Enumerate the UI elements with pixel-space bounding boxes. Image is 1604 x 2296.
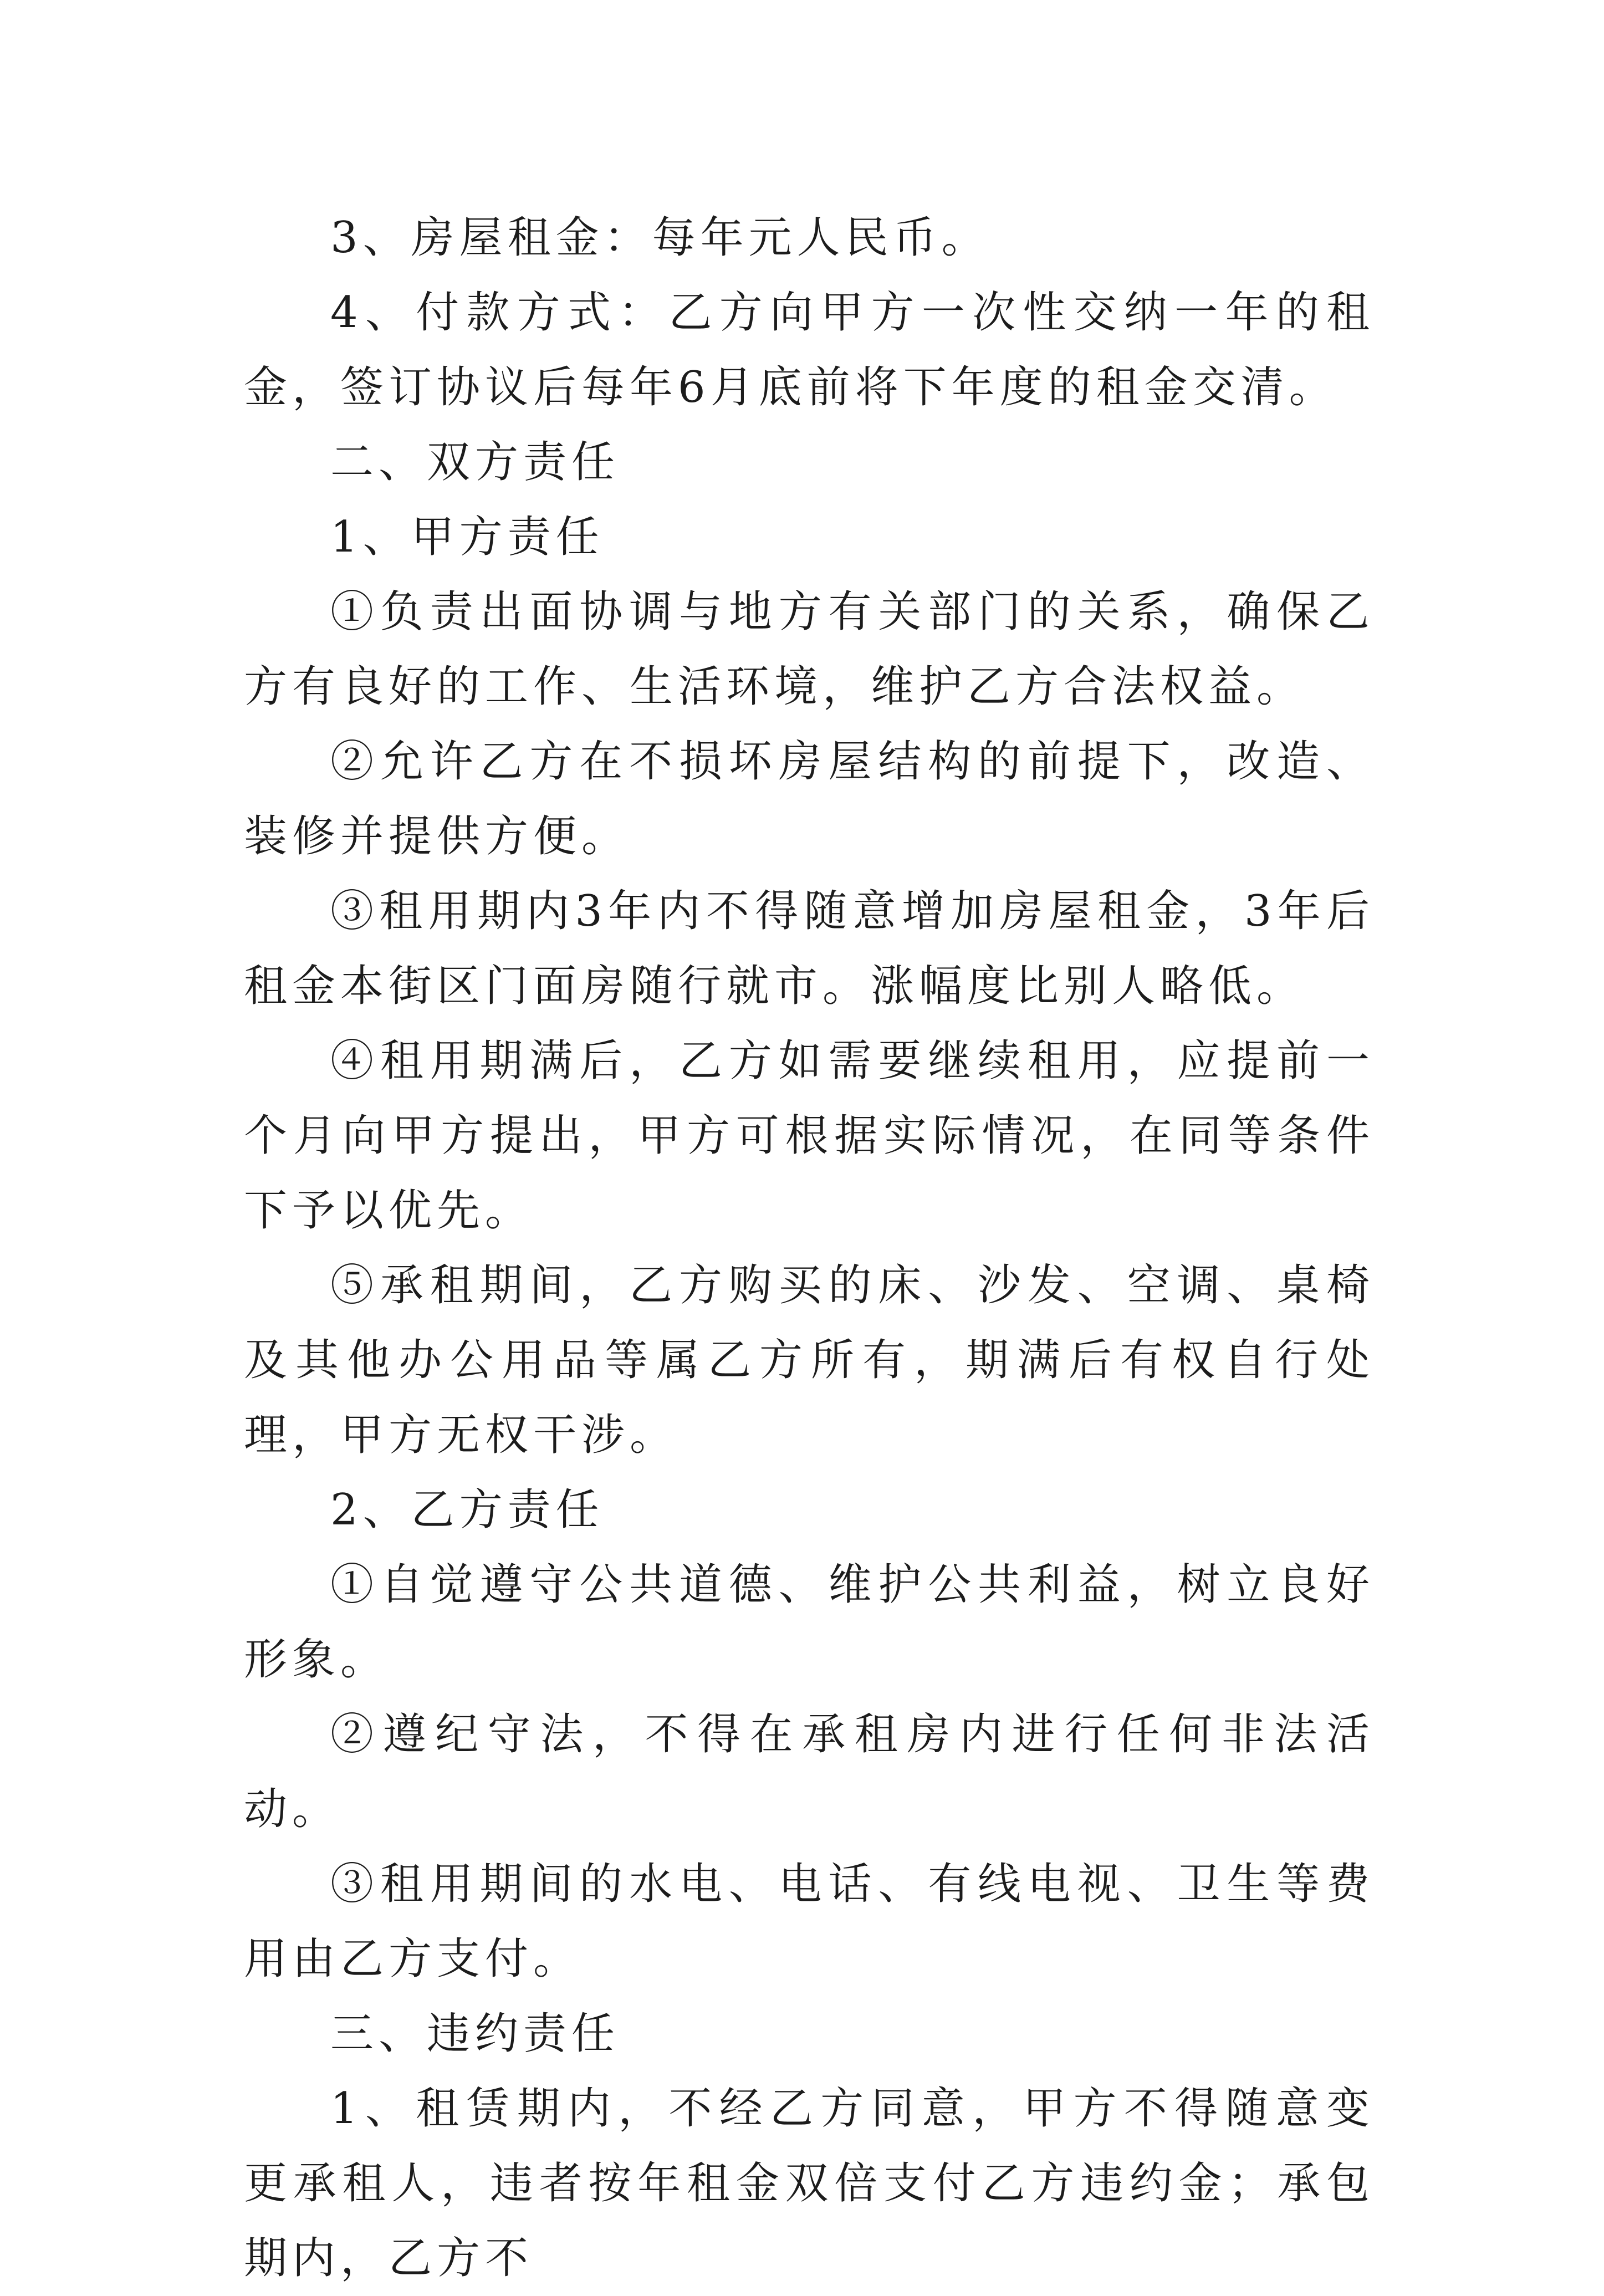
- clause-a-4: ④租用期满后，乙方如需要继续租用，应提前一个月向甲方提出，甲方可根据实际情况，在同等条件下予以优先。: [244, 1036, 1375, 1236]
- clause-b-2: ②遵纪守法，不得在承租房内进行任何非法活动。: [244, 1710, 1375, 1834]
- clause-a-3: ③租用期内3年内不得随意增加房屋租金，3年后租金本街区门面房随行就市。涨幅度比别人略低。: [244, 886, 1375, 1011]
- clause-a-1: ①负责出面协调与地方有关部门的关系，确保乙方有良好的工作、生活环境，维护乙方合法权益。: [244, 587, 1375, 712]
- subheading-party-b: 2、乙方责任: [330, 1485, 604, 1535]
- clause-a-2: ②允许乙方在不损坏房屋结构的前提下，改造、装修并提供方便。: [244, 737, 1375, 861]
- clause-a-5: ⑤承租期间，乙方购买的床、沙发、空调、桌椅及其他办公用品等属乙方所有，期满后有权自行处理，甲方无权干涉。: [244, 1261, 1375, 1460]
- clause-breach-1: 1、租赁期内，不经乙方同意，甲方不得随意变更承租人，违者按年租金双倍支付乙方违约金；承包期内，乙方不: [244, 2084, 1375, 2283]
- section-heading-responsibilities: 二、双方责任: [330, 437, 620, 487]
- clause-b-3: ③租用期间的水电、电话、有线电视、卫生等费用由乙方支付。: [244, 1859, 1375, 1984]
- clause-b-1: ①自觉遵守公共道德、维护公共利益，树立良好形象。: [244, 1560, 1375, 1685]
- section-heading-breach: 三、违约责任: [330, 2009, 620, 2059]
- paragraph-payment-method: 4、付款方式：乙方向甲方一次性交纳一年的租金，签订协议后每年6月底前将下年度的租金交清。: [244, 288, 1375, 412]
- document-body: [244, 201, 1375, 2296]
- paragraph-rent-amount: 3、房屋租金：每年元人民币。: [330, 213, 990, 263]
- subheading-party-a: 1、甲方责任: [330, 512, 604, 562]
